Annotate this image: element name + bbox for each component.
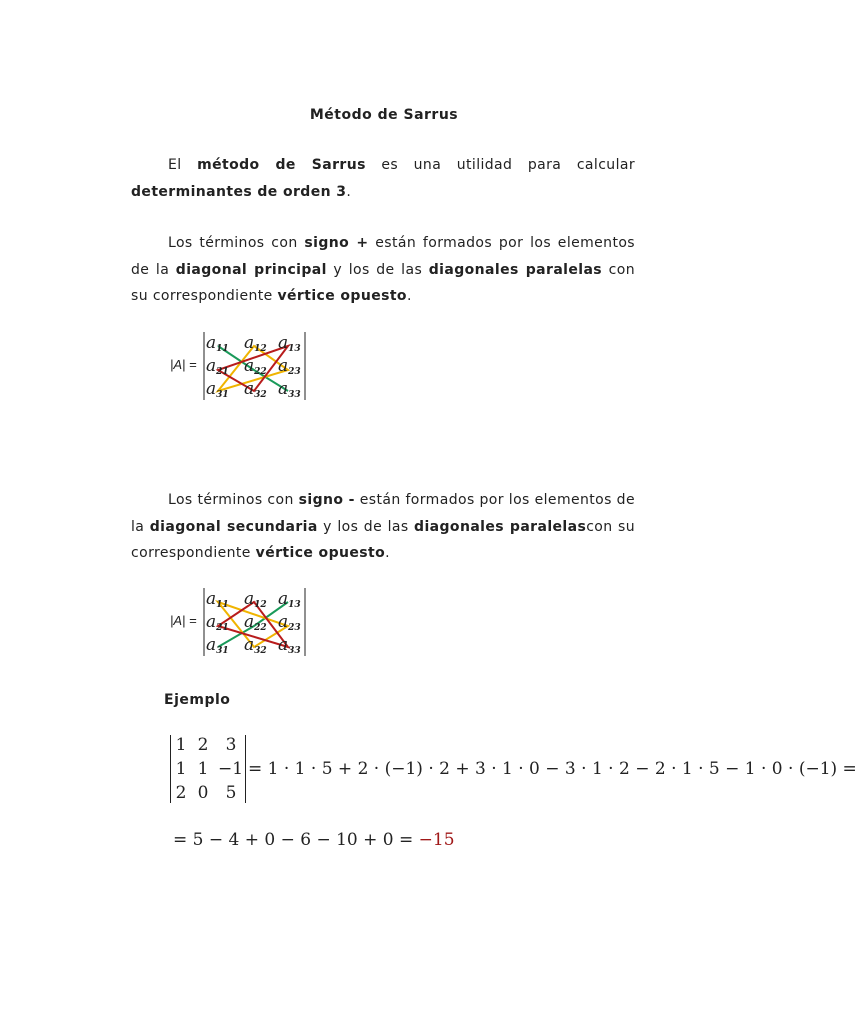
text-run: y los de las — [326, 261, 429, 278]
text-run: Los términos con — [168, 492, 299, 508]
result-value: −15 — [418, 830, 455, 850]
bold-run: vértice opuesto — [277, 288, 407, 304]
matrix-cell: 2 — [175, 783, 187, 803]
elem-a22: a22 — [244, 612, 267, 633]
matrix-cell: 2 — [197, 735, 209, 755]
sarrus-minus-diagram — [168, 584, 310, 660]
text-run: . — [406, 288, 412, 304]
matrix-cell: 1 — [175, 735, 187, 755]
det-label: |A| = — [170, 357, 197, 372]
elem-a13: a13 — [278, 333, 301, 354]
matrix-cell: 1 — [197, 759, 209, 779]
example-heading: Ejemplo — [164, 692, 231, 708]
matrix-cell: 5 — [225, 783, 237, 803]
bold-run: vértice opuesto — [255, 545, 386, 561]
text-run: y los de las — [317, 518, 415, 535]
elem-a31: a31 — [206, 635, 229, 656]
bold-run: diagonal principal — [175, 261, 327, 278]
text-run: con su correspondiente — [131, 261, 635, 304]
matrix-cell: −1 — [218, 759, 244, 779]
text-run: . — [385, 545, 390, 561]
bold-run: diagonales paralelas — [414, 518, 587, 535]
det-bar-right — [245, 735, 246, 803]
elem-a23: a23 — [278, 612, 301, 633]
elem-a21: a21 — [206, 612, 229, 633]
elem-a22: a22 — [244, 356, 267, 377]
elem-a12: a12 — [244, 333, 267, 354]
bold-run: método de Sarrus — [197, 157, 366, 173]
det-label: |A| = — [170, 613, 197, 628]
minus-terms-paragraph — [131, 487, 635, 567]
elem-a13: a13 — [278, 589, 301, 610]
elem-a31: a31 — [206, 379, 229, 400]
bold-run: signo + — [304, 235, 369, 251]
example-determinant — [170, 735, 248, 803]
text-run: están formados por los elementos de la — [131, 492, 635, 535]
text-run: es una utilidad para calcular — [365, 157, 635, 173]
text-run: con su correspondiente — [131, 518, 635, 561]
elem-a32: a32 — [244, 379, 267, 400]
matrix-cell: 0 — [197, 783, 209, 803]
elem-a21: a21 — [206, 356, 229, 377]
bold-run: diagonal secundaria — [149, 518, 318, 535]
text-run: están formados por los elementos de la — [131, 235, 635, 278]
bold-run: determinantes de orden 3 — [131, 183, 347, 200]
bold-run: signo - — [298, 492, 355, 508]
elem-a12: a12 — [244, 589, 267, 610]
sarrus-expansion: = 1 · 1 · 5 + 2 · (−1) · 2 + 3 · 1 · 0 − 3 · 1 · 2 − 2 · 1 · 5 − 1 · 0 · (−1) = — [248, 759, 857, 779]
result-line — [173, 830, 455, 850]
text-run: Los términos con — [168, 235, 305, 251]
elem-a23: a23 — [278, 356, 301, 377]
text-run: . — [346, 183, 352, 200]
plus-terms-paragraph — [131, 230, 635, 310]
matrix-cell: 1 — [175, 759, 187, 779]
matrix-cell: 3 — [225, 735, 237, 755]
elem-a33: a33 — [278, 635, 301, 656]
elem-a11: a11 — [206, 589, 229, 610]
page-title: Método de Sarrus — [309, 107, 459, 123]
elem-a33: a33 — [278, 379, 301, 400]
bold-run: diagonales paralelas — [428, 261, 603, 278]
elem-a11: a11 — [206, 333, 229, 354]
sarrus-plus-diagram — [168, 328, 310, 404]
elem-a32: a32 — [244, 635, 267, 656]
intro-paragraph — [131, 152, 635, 205]
result-sum: = 5 − 4 + 0 − 6 − 10 + 0 = — [173, 830, 419, 850]
text-run: El — [168, 157, 198, 173]
